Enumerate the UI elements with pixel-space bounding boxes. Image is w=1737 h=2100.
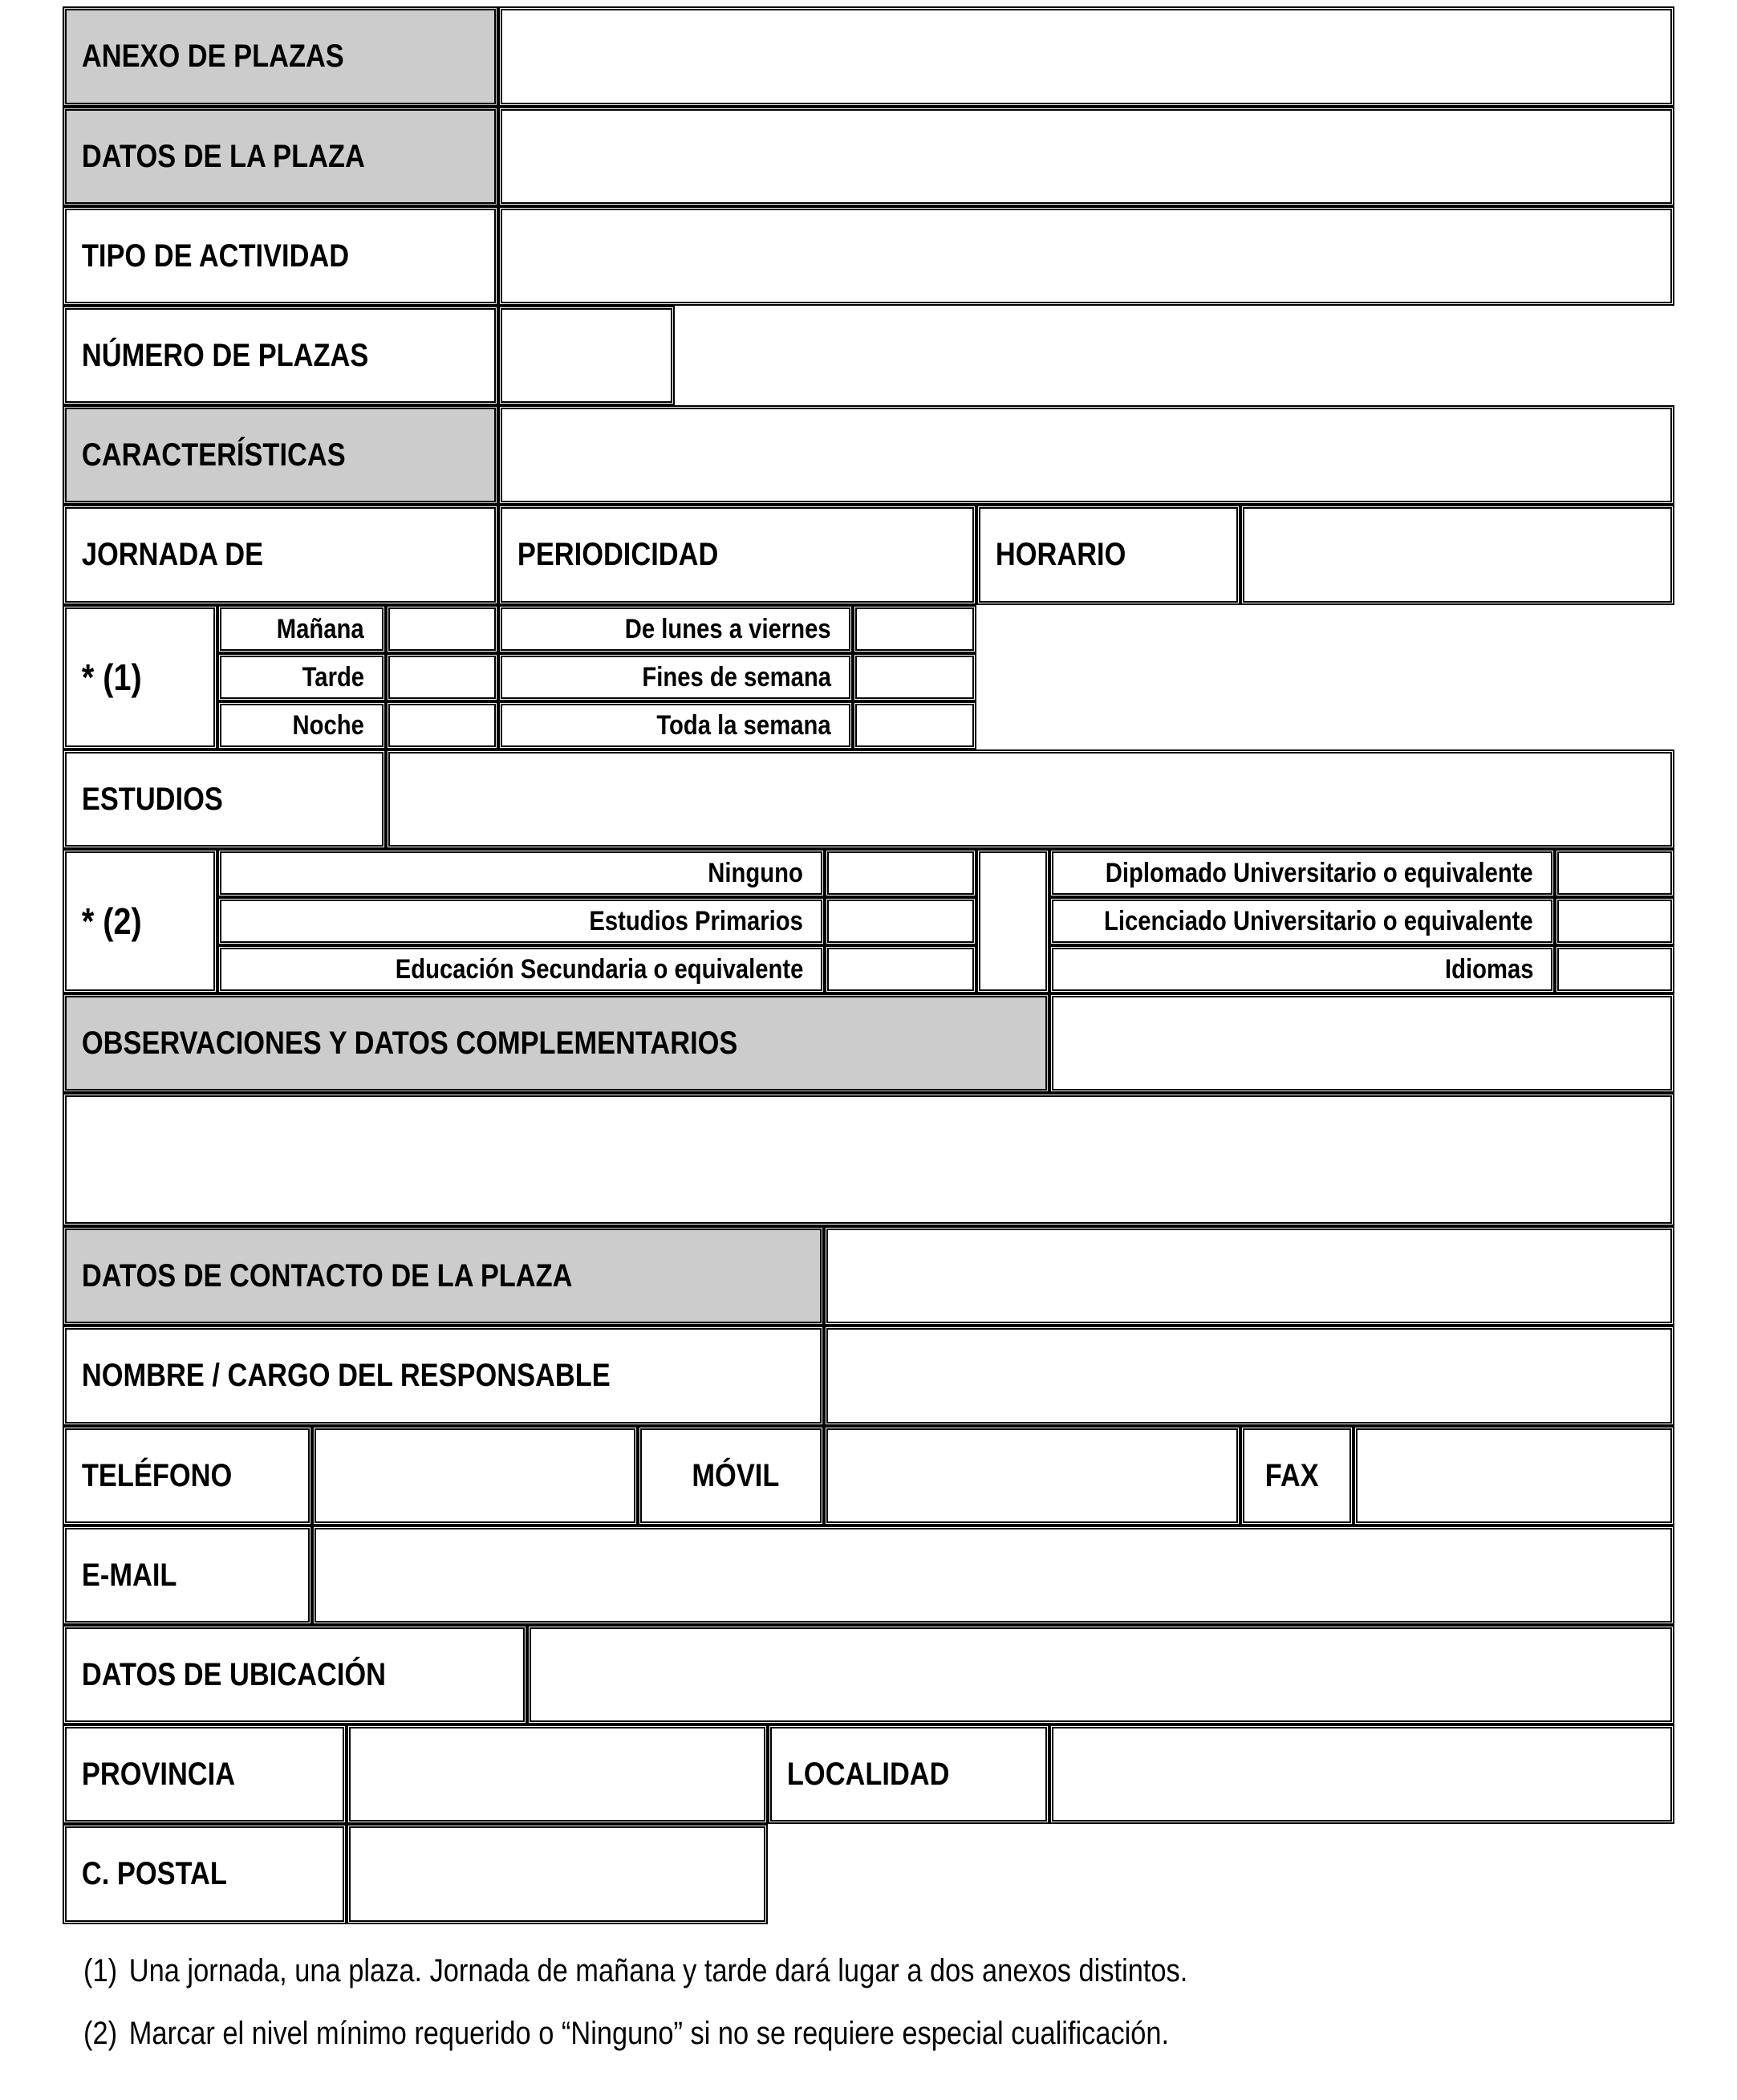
- estudios-option-label: Licenciado Universitario o equivalente: [1049, 897, 1555, 945]
- jornada-option-label: Tarde: [217, 653, 386, 701]
- estudios-marker: * (2): [63, 849, 217, 993]
- periodicidad-label: PERIODICIDAD: [498, 505, 976, 605]
- telefono-field[interactable]: [312, 1426, 638, 1525]
- datos-plaza-label: DATOS DE LA PLAZA: [63, 107, 498, 206]
- telefono-label: TELÉFONO: [63, 1426, 312, 1525]
- jornada-de-label: JORNADA DE: [63, 505, 498, 605]
- jornada-tarde-checkbox[interactable]: [386, 653, 498, 701]
- observaciones-side-field[interactable]: [1049, 993, 1674, 1093]
- footnote-text: Una jornada, una plaza. Jornada de mañana y tarde dará lugar a dos anexos distintos.: [128, 1953, 1188, 1988]
- footnote-number: (2): [83, 2016, 118, 2051]
- footnote-1: [83, 1953, 1187, 1989]
- estudios-option-label: Estudios Primarios: [217, 897, 825, 945]
- periodicidad-option-label: Toda la semana: [498, 701, 853, 749]
- jornada-marker: * (1): [63, 605, 217, 749]
- estudios-label: ESTUDIOS: [63, 749, 386, 849]
- tipo-actividad-label: TIPO DE ACTIVIDAD: [63, 206, 498, 306]
- datos-plaza-field[interactable]: [498, 107, 1674, 206]
- c-postal-field[interactable]: [347, 1824, 768, 1924]
- estudios-option-label: Diplomado Universitario o equivalente: [1049, 849, 1555, 897]
- datos-ubicacion-label: DATOS DE UBICACIÓN: [63, 1625, 527, 1724]
- estudios-idiomas-checkbox[interactable]: [1555, 945, 1674, 993]
- estudios-licenciado-checkbox[interactable]: [1555, 897, 1674, 945]
- movil-field[interactable]: [824, 1426, 1240, 1525]
- estudios-primarios-checkbox[interactable]: [825, 897, 976, 945]
- estudios-secundaria-checkbox[interactable]: [825, 945, 976, 993]
- periodicidad-toda-semana-checkbox[interactable]: [853, 701, 976, 749]
- estudios-option-label: Idiomas: [1049, 945, 1555, 993]
- estudios-ninguno-checkbox[interactable]: [825, 849, 976, 897]
- provincia-field[interactable]: [347, 1724, 768, 1824]
- jornada-option-label: Noche: [217, 701, 386, 749]
- estudios-option-label: Educación Secundaria o equivalente: [217, 945, 825, 993]
- periodicidad-lunes-viernes-checkbox[interactable]: [853, 605, 976, 653]
- anexo-plazas-field[interactable]: [498, 6, 1674, 107]
- datos-ubicacion-field[interactable]: [527, 1625, 1674, 1724]
- estudios-option-label: Ninguno: [217, 849, 825, 897]
- jornada-manana-checkbox[interactable]: [386, 605, 498, 653]
- localidad-label: LOCALIDAD: [768, 1724, 1049, 1824]
- horario-field[interactable]: [1240, 505, 1674, 605]
- horario-label: HORARIO: [976, 505, 1240, 605]
- anexo-plazas-label: ANEXO DE PLAZAS: [63, 6, 498, 107]
- caracteristicas-label: CARACTERÍSTICAS: [63, 405, 498, 505]
- fax-label: FAX: [1240, 1426, 1353, 1525]
- datos-contacto-field[interactable]: [824, 1226, 1674, 1326]
- email-field[interactable]: [312, 1525, 1674, 1625]
- jornada-noche-checkbox[interactable]: [386, 701, 498, 749]
- periodicidad-option-label: Fines de semana: [498, 653, 853, 701]
- provincia-label: PROVINCIA: [63, 1724, 347, 1824]
- datos-contacto-label: DATOS DE CONTACTO DE LA PLAZA: [63, 1226, 824, 1326]
- footnote-text: Marcar el nivel mínimo requerido o “Ninguno” si no se requiere especial cualificación.: [128, 2016, 1170, 2051]
- caracteristicas-field[interactable]: [498, 405, 1674, 505]
- nombre-cargo-field[interactable]: [824, 1326, 1674, 1426]
- jornada-option-label: Mañana: [217, 605, 386, 653]
- email-label: E-MAIL: [63, 1525, 312, 1625]
- c-postal-label: C. POSTAL: [63, 1824, 347, 1924]
- localidad-field[interactable]: [1049, 1724, 1674, 1824]
- estudios-spacer: [976, 849, 1049, 993]
- numero-plazas-label: NÚMERO DE PLAZAS: [63, 306, 498, 405]
- nombre-cargo-label: NOMBRE / CARGO DEL RESPONSABLE: [63, 1326, 824, 1426]
- numero-plazas-field[interactable]: [498, 306, 675, 405]
- tipo-actividad-field[interactable]: [498, 206, 1674, 306]
- movil-label: MÓVIL: [638, 1426, 824, 1525]
- fax-field[interactable]: [1353, 1426, 1674, 1525]
- estudios-diplomado-checkbox[interactable]: [1555, 849, 1674, 897]
- observaciones-label: OBSERVACIONES Y DATOS COMPLEMENTARIOS: [63, 993, 1049, 1093]
- footnote-number: (1): [83, 1953, 118, 1988]
- periodicidad-option-label: De lunes a viernes: [498, 605, 853, 653]
- footnote-2: [83, 2016, 1169, 2052]
- periodicidad-fines-semana-checkbox[interactable]: [853, 653, 976, 701]
- estudios-field[interactable]: [386, 749, 1674, 849]
- observaciones-textarea[interactable]: [63, 1093, 1674, 1226]
